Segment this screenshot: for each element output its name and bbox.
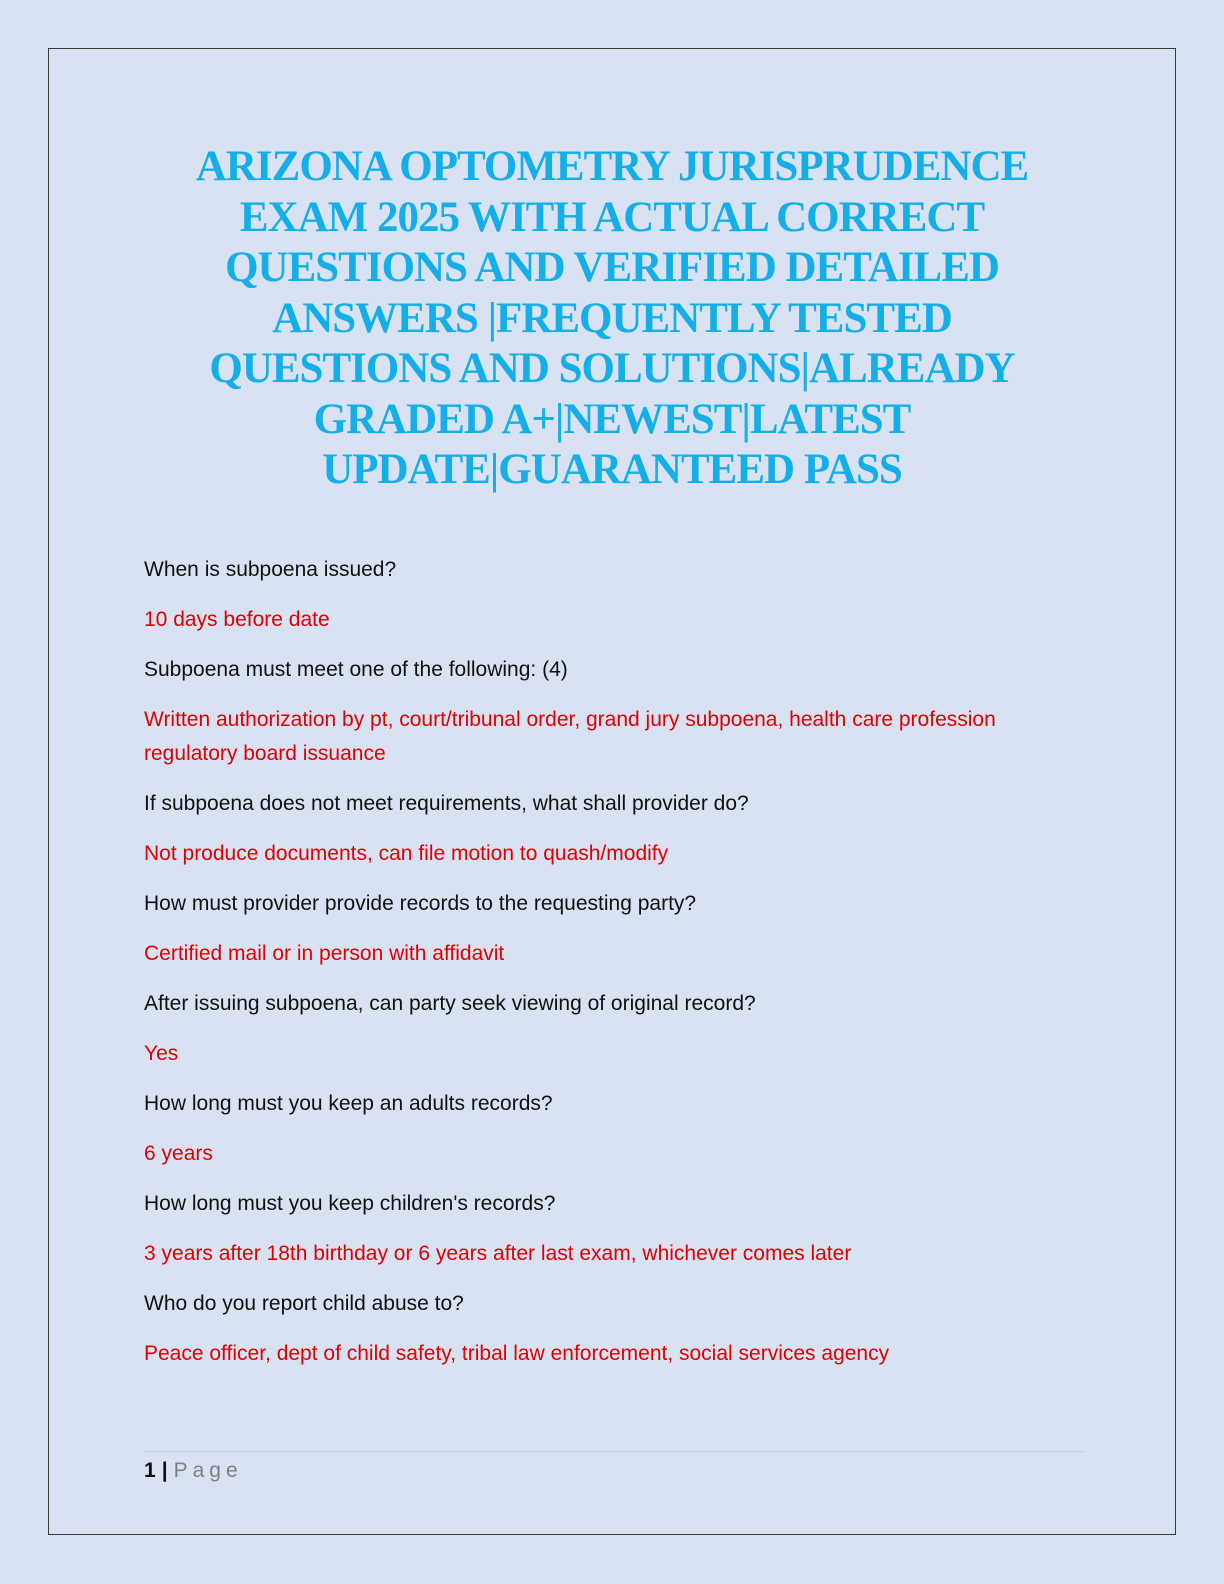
question-6: How long must you keep an adults records? bbox=[144, 1092, 553, 1115]
answer-1: 10 days before date bbox=[144, 608, 330, 631]
answer-8: Peace officer, dept of child safety, tribal law enforcement, social services agency bbox=[144, 1342, 890, 1365]
answer-4: Certified mail or in person with affidavit bbox=[144, 942, 505, 965]
question-2: Subpoena must meet one of the following: (4) bbox=[144, 658, 568, 681]
question-8: Who do you report child abuse to? bbox=[144, 1292, 464, 1315]
question-7: How long must you keep children's records? bbox=[144, 1192, 556, 1215]
qa-list bbox=[144, 553, 1084, 1387]
question-3: If subpoena does not meet requirements, what shall provider do? bbox=[144, 792, 749, 815]
question-5: After issuing subpoena, can party seek viewing of original record? bbox=[144, 992, 756, 1015]
answer-5: Yes bbox=[144, 1042, 179, 1065]
page-label: Page bbox=[173, 1459, 243, 1482]
answer-7: 3 years after 18th birthday or 6 years after last exam, whichever comes later bbox=[144, 1242, 852, 1265]
page-footer bbox=[144, 1456, 243, 1486]
footer-separator: | bbox=[161, 1459, 168, 1482]
answer-2: Written authorization by pt, court/tribunal order, grand jury subpoena, health care profession regulatory board issuance bbox=[144, 708, 996, 765]
page-number: 1 bbox=[144, 1459, 156, 1482]
question-1: When is subpoena issued? bbox=[144, 558, 397, 581]
question-4: How must provider provide records to the requesting party? bbox=[144, 892, 697, 915]
document-title: ARIZONA OPTOMETRY JURISPRUDENCE EXAM 2025 WITH ACTUAL CORRECT QUESTIONS AND VERIFIED DETAILED ANSWERS |FREQUENTLY TESTED QUESTIONS AND SOLUTIONS|ALREADY GRADED A+|NEWEST|LATEST UPDATE|GUARANTEED PASS bbox=[195, 143, 1029, 493]
answer-6: 6 years bbox=[144, 1142, 213, 1165]
footer-divider bbox=[144, 1451, 1084, 1452]
answer-3: Not produce documents, can file motion to quash/modify bbox=[144, 842, 669, 865]
